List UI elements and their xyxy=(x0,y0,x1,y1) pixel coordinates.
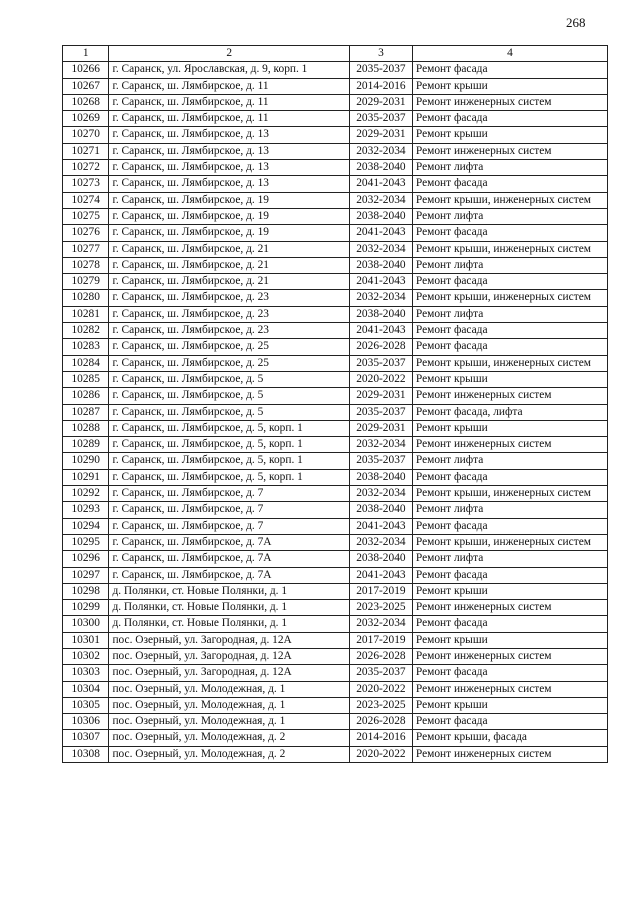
row-number-cell: 10279 xyxy=(63,274,109,290)
row-number-cell: 10296 xyxy=(63,551,109,567)
address-cell: г. Саранск, ш. Лямбирское, д. 5 xyxy=(109,404,350,420)
period-cell: 2026-2028 xyxy=(349,339,412,355)
period-cell: 2041-2043 xyxy=(349,567,412,583)
period-cell: 2032-2034 xyxy=(349,534,412,550)
row-number-cell: 10276 xyxy=(63,225,109,241)
table-row xyxy=(63,111,608,127)
address-cell: г. Саранск, ш. Лямбирское, д. 21 xyxy=(109,241,350,257)
period-cell: 2032-2034 xyxy=(349,241,412,257)
period-cell: 2041-2043 xyxy=(349,518,412,534)
address-cell: г. Саранск, ш. Лямбирское, д. 5, корп. 1 xyxy=(109,469,350,485)
row-number-cell: 10273 xyxy=(63,176,109,192)
work-type-cell: Ремонт крыши, инженерных систем xyxy=(412,192,607,208)
address-cell: г. Саранск, ш. Лямбирское, д. 23 xyxy=(109,306,350,322)
work-type-cell: Ремонт крыши, инженерных систем xyxy=(412,534,607,550)
table-row xyxy=(63,665,608,681)
period-cell: 2017-2019 xyxy=(349,632,412,648)
row-number-cell: 10297 xyxy=(63,567,109,583)
table-row xyxy=(63,176,608,192)
row-number-cell: 10292 xyxy=(63,486,109,502)
table-row xyxy=(63,127,608,143)
row-number-cell: 10294 xyxy=(63,518,109,534)
work-type-cell: Ремонт крыши, инженерных систем xyxy=(412,355,607,371)
table-header-row xyxy=(63,46,608,62)
period-cell: 2035-2037 xyxy=(349,453,412,469)
row-number-cell: 10272 xyxy=(63,160,109,176)
period-cell: 2041-2043 xyxy=(349,176,412,192)
table-row xyxy=(63,143,608,159)
work-type-cell: Ремонт инженерных систем xyxy=(412,437,607,453)
work-type-cell: Ремонт фасада xyxy=(412,567,607,583)
page-number: 268 xyxy=(566,15,586,30)
address-cell: г. Саранск, ш. Лямбирское, д. 5, корп. 1 xyxy=(109,420,350,436)
row-number-cell: 10274 xyxy=(63,192,109,208)
row-number-cell: 10282 xyxy=(63,323,109,339)
row-number-cell: 10280 xyxy=(63,290,109,306)
address-cell: г. Саранск, ш. Лямбирское, д. 25 xyxy=(109,355,350,371)
work-type-cell: Ремонт крыши xyxy=(412,697,607,713)
address-cell: г. Саранск, ш. Лямбирское, д. 5 xyxy=(109,388,350,404)
row-number-cell: 10268 xyxy=(63,94,109,110)
row-number-cell: 10305 xyxy=(63,697,109,713)
table-row xyxy=(63,551,608,567)
period-cell: 2014-2016 xyxy=(349,730,412,746)
address-cell: г. Саранск, ш. Лямбирское, д. 13 xyxy=(109,160,350,176)
address-cell: г. Саранск, ш. Лямбирское, д. 5, корп. 1 xyxy=(109,453,350,469)
work-type-cell: Ремонт крыши, инженерных систем xyxy=(412,241,607,257)
work-type-cell: Ремонт крыши xyxy=(412,127,607,143)
work-type-cell: Ремонт крыши xyxy=(412,78,607,94)
work-type-cell: Ремонт фасада xyxy=(412,469,607,485)
table-row xyxy=(63,746,608,762)
period-cell: 2035-2037 xyxy=(349,355,412,371)
table-row xyxy=(63,714,608,730)
table-body xyxy=(63,62,608,763)
row-number-cell: 10271 xyxy=(63,143,109,159)
table-row xyxy=(63,583,608,599)
row-number-cell: 10303 xyxy=(63,665,109,681)
table-row xyxy=(63,648,608,664)
work-type-cell: Ремонт лифта xyxy=(412,257,607,273)
address-cell: д. Полянки, ст. Новые Полянки, д. 1 xyxy=(109,600,350,616)
row-number-cell: 10286 xyxy=(63,388,109,404)
row-number-cell: 10293 xyxy=(63,502,109,518)
address-cell: г. Саранск, ш. Лямбирское, д. 11 xyxy=(109,94,350,110)
address-cell: пос. Озерный, ул. Загородная, д. 12А xyxy=(109,665,350,681)
work-type-cell: Ремонт крыши xyxy=(412,632,607,648)
table-row xyxy=(63,306,608,322)
period-cell: 2032-2034 xyxy=(349,290,412,306)
address-cell: г. Саранск, ш. Лямбирское, д. 23 xyxy=(109,290,350,306)
address-cell: пос. Озерный, ул. Молодежная, д. 1 xyxy=(109,714,350,730)
address-cell: г. Саранск, ш. Лямбирское, д. 5 xyxy=(109,371,350,387)
period-cell: 2035-2037 xyxy=(349,62,412,78)
work-type-cell: Ремонт фасада xyxy=(412,665,607,681)
table-row xyxy=(63,730,608,746)
row-number-cell: 10275 xyxy=(63,208,109,224)
table-row xyxy=(63,290,608,306)
address-cell: пос. Озерный, ул. Загородная, д. 12А xyxy=(109,632,350,648)
period-cell: 2035-2037 xyxy=(349,665,412,681)
work-type-cell: Ремонт крыши, инженерных систем xyxy=(412,290,607,306)
table-row xyxy=(63,486,608,502)
address-cell: г. Саранск, ш. Лямбирское, д. 13 xyxy=(109,176,350,192)
table-row xyxy=(63,681,608,697)
work-type-cell: Ремонт фасада xyxy=(412,714,607,730)
period-cell: 2041-2043 xyxy=(349,323,412,339)
row-number-cell: 10285 xyxy=(63,371,109,387)
address-cell: г. Саранск, ш. Лямбирское, д. 21 xyxy=(109,274,350,290)
row-number-cell: 10295 xyxy=(63,534,109,550)
address-cell: г. Саранск, ш. Лямбирское, д. 5, корп. 1 xyxy=(109,437,350,453)
period-cell: 2029-2031 xyxy=(349,127,412,143)
row-number-cell: 10301 xyxy=(63,632,109,648)
address-cell: г. Саранск, ш. Лямбирское, д. 7 xyxy=(109,518,350,534)
repair-schedule-table xyxy=(62,45,608,763)
period-cell: 2038-2040 xyxy=(349,551,412,567)
work-type-cell: Ремонт фасада xyxy=(412,225,607,241)
address-cell: г. Саранск, ш. Лямбирское, д. 11 xyxy=(109,78,350,94)
table-row xyxy=(63,339,608,355)
table-row xyxy=(63,355,608,371)
work-type-cell: Ремонт крыши xyxy=(412,420,607,436)
work-type-cell: Ремонт лифта xyxy=(412,208,607,224)
period-cell: 2029-2031 xyxy=(349,388,412,404)
table-row xyxy=(63,616,608,632)
row-number-cell: 10290 xyxy=(63,453,109,469)
row-number-cell: 10304 xyxy=(63,681,109,697)
period-cell: 2020-2022 xyxy=(349,371,412,387)
address-cell: г. Саранск, ш. Лямбирское, д. 25 xyxy=(109,339,350,355)
period-cell: 2032-2034 xyxy=(349,486,412,502)
row-number-cell: 10306 xyxy=(63,714,109,730)
work-type-cell: Ремонт фасада xyxy=(412,339,607,355)
period-cell: 2035-2037 xyxy=(349,111,412,127)
table-row xyxy=(63,697,608,713)
address-cell: г. Саранск, ш. Лямбирское, д. 7 xyxy=(109,486,350,502)
work-type-cell: Ремонт фасада xyxy=(412,62,607,78)
work-type-cell: Ремонт лифта xyxy=(412,502,607,518)
table-row xyxy=(63,62,608,78)
work-type-cell: Ремонт крыши xyxy=(412,371,607,387)
table-row xyxy=(63,404,608,420)
table-row xyxy=(63,225,608,241)
work-type-cell: Ремонт лифта xyxy=(412,453,607,469)
table-row xyxy=(63,502,608,518)
table-row xyxy=(63,371,608,387)
table-row xyxy=(63,192,608,208)
row-number-cell: 10291 xyxy=(63,469,109,485)
table-row xyxy=(63,534,608,550)
table-row xyxy=(63,208,608,224)
row-number-cell: 10284 xyxy=(63,355,109,371)
period-cell: 2032-2034 xyxy=(349,616,412,632)
row-number-cell: 10278 xyxy=(63,257,109,273)
period-cell: 2035-2037 xyxy=(349,404,412,420)
address-cell: пос. Озерный, ул. Молодежная, д. 1 xyxy=(109,697,350,713)
work-type-cell: Ремонт инженерных систем xyxy=(412,648,607,664)
work-type-cell: Ремонт крыши xyxy=(412,583,607,599)
row-number-cell: 10269 xyxy=(63,111,109,127)
address-cell: г. Саранск, ш. Лямбирское, д. 7А xyxy=(109,534,350,550)
address-cell: пос. Озерный, ул. Молодежная, д. 2 xyxy=(109,730,350,746)
table-row xyxy=(63,518,608,534)
work-type-cell: Ремонт фасада xyxy=(412,616,607,632)
table-row xyxy=(63,160,608,176)
period-cell: 2020-2022 xyxy=(349,681,412,697)
period-cell: 2032-2034 xyxy=(349,143,412,159)
row-number-cell: 10307 xyxy=(63,730,109,746)
work-type-cell: Ремонт лифта xyxy=(412,306,607,322)
period-cell: 2026-2028 xyxy=(349,648,412,664)
row-number-cell: 10288 xyxy=(63,420,109,436)
period-cell: 2023-2025 xyxy=(349,697,412,713)
row-number-cell: 10277 xyxy=(63,241,109,257)
work-type-cell: Ремонт фасада xyxy=(412,518,607,534)
address-cell: г. Саранск, ш. Лямбирское, д. 19 xyxy=(109,225,350,241)
table-row xyxy=(63,78,608,94)
address-cell: пос. Озерный, ул. Молодежная, д. 2 xyxy=(109,746,350,762)
work-type-cell: Ремонт крыши, фасада xyxy=(412,730,607,746)
column-header-4: 4 xyxy=(412,46,607,62)
address-cell: г. Саранск, ш. Лямбирское, д. 11 xyxy=(109,111,350,127)
row-number-cell: 10287 xyxy=(63,404,109,420)
address-cell: г. Саранск, ул. Ярославская, д. 9, корп. 1 xyxy=(109,62,350,78)
address-cell: г. Саранск, ш. Лямбирское, д. 13 xyxy=(109,143,350,159)
table-row xyxy=(63,257,608,273)
period-cell: 2041-2043 xyxy=(349,274,412,290)
row-number-cell: 10308 xyxy=(63,746,109,762)
work-type-cell: Ремонт лифта xyxy=(412,551,607,567)
period-cell: 2029-2031 xyxy=(349,94,412,110)
row-number-cell: 10266 xyxy=(63,62,109,78)
period-cell: 2032-2034 xyxy=(349,192,412,208)
period-cell: 2020-2022 xyxy=(349,746,412,762)
address-cell: г. Саранск, ш. Лямбирское, д. 21 xyxy=(109,257,350,273)
address-cell: г. Саранск, ш. Лямбирское, д. 19 xyxy=(109,208,350,224)
work-type-cell: Ремонт фасада, лифта xyxy=(412,404,607,420)
work-type-cell: Ремонт инженерных систем xyxy=(412,143,607,159)
work-type-cell: Ремонт крыши, инженерных систем xyxy=(412,486,607,502)
work-type-cell: Ремонт фасада xyxy=(412,323,607,339)
period-cell: 2017-2019 xyxy=(349,583,412,599)
period-cell: 2032-2034 xyxy=(349,437,412,453)
period-cell: 2038-2040 xyxy=(349,160,412,176)
column-header-1: 1 xyxy=(63,46,109,62)
table-row xyxy=(63,94,608,110)
work-type-cell: Ремонт инженерных систем xyxy=(412,746,607,762)
address-cell: д. Полянки, ст. Новые Полянки, д. 1 xyxy=(109,616,350,632)
column-header-2: 2 xyxy=(109,46,350,62)
address-cell: пос. Озерный, ул. Загородная, д. 12А xyxy=(109,648,350,664)
work-type-cell: Ремонт фасада xyxy=(412,274,607,290)
table-row xyxy=(63,632,608,648)
table-row xyxy=(63,437,608,453)
address-cell: г. Саранск, ш. Лямбирское, д. 7 xyxy=(109,502,350,518)
table-row xyxy=(63,600,608,616)
period-cell: 2038-2040 xyxy=(349,257,412,273)
address-cell: г. Саранск, ш. Лямбирское, д. 19 xyxy=(109,192,350,208)
table-row xyxy=(63,388,608,404)
row-number-cell: 10302 xyxy=(63,648,109,664)
row-number-cell: 10299 xyxy=(63,600,109,616)
row-number-cell: 10267 xyxy=(63,78,109,94)
work-type-cell: Ремонт фасада xyxy=(412,176,607,192)
period-cell: 2041-2043 xyxy=(349,225,412,241)
address-cell: пос. Озерный, ул. Молодежная, д. 1 xyxy=(109,681,350,697)
table-row xyxy=(63,453,608,469)
period-cell: 2038-2040 xyxy=(349,502,412,518)
column-header-3: 3 xyxy=(349,46,412,62)
table-row xyxy=(63,274,608,290)
table-row xyxy=(63,567,608,583)
work-type-cell: Ремонт инженерных систем xyxy=(412,94,607,110)
address-cell: д. Полянки, ст. Новые Полянки, д. 1 xyxy=(109,583,350,599)
table-row xyxy=(63,241,608,257)
row-number-cell: 10283 xyxy=(63,339,109,355)
row-number-cell: 10270 xyxy=(63,127,109,143)
row-number-cell: 10289 xyxy=(63,437,109,453)
row-number-cell: 10300 xyxy=(63,616,109,632)
period-cell: 2014-2016 xyxy=(349,78,412,94)
address-cell: г. Саранск, ш. Лямбирское, д. 23 xyxy=(109,323,350,339)
table-row xyxy=(63,323,608,339)
address-cell: г. Саранск, ш. Лямбирское, д. 13 xyxy=(109,127,350,143)
table-row xyxy=(63,469,608,485)
period-cell: 2029-2031 xyxy=(349,420,412,436)
period-cell: 2023-2025 xyxy=(349,600,412,616)
work-type-cell: Ремонт лифта xyxy=(412,160,607,176)
work-type-cell: Ремонт инженерных систем xyxy=(412,600,607,616)
work-type-cell: Ремонт инженерных систем xyxy=(412,388,607,404)
address-cell: г. Саранск, ш. Лямбирское, д. 7А xyxy=(109,567,350,583)
period-cell: 2038-2040 xyxy=(349,306,412,322)
row-number-cell: 10298 xyxy=(63,583,109,599)
period-cell: 2038-2040 xyxy=(349,469,412,485)
address-cell: г. Саранск, ш. Лямбирское, д. 7А xyxy=(109,551,350,567)
period-cell: 2038-2040 xyxy=(349,208,412,224)
row-number-cell: 10281 xyxy=(63,306,109,322)
period-cell: 2026-2028 xyxy=(349,714,412,730)
work-type-cell: Ремонт инженерных систем xyxy=(412,681,607,697)
work-type-cell: Ремонт фасада xyxy=(412,111,607,127)
table-row xyxy=(63,420,608,436)
